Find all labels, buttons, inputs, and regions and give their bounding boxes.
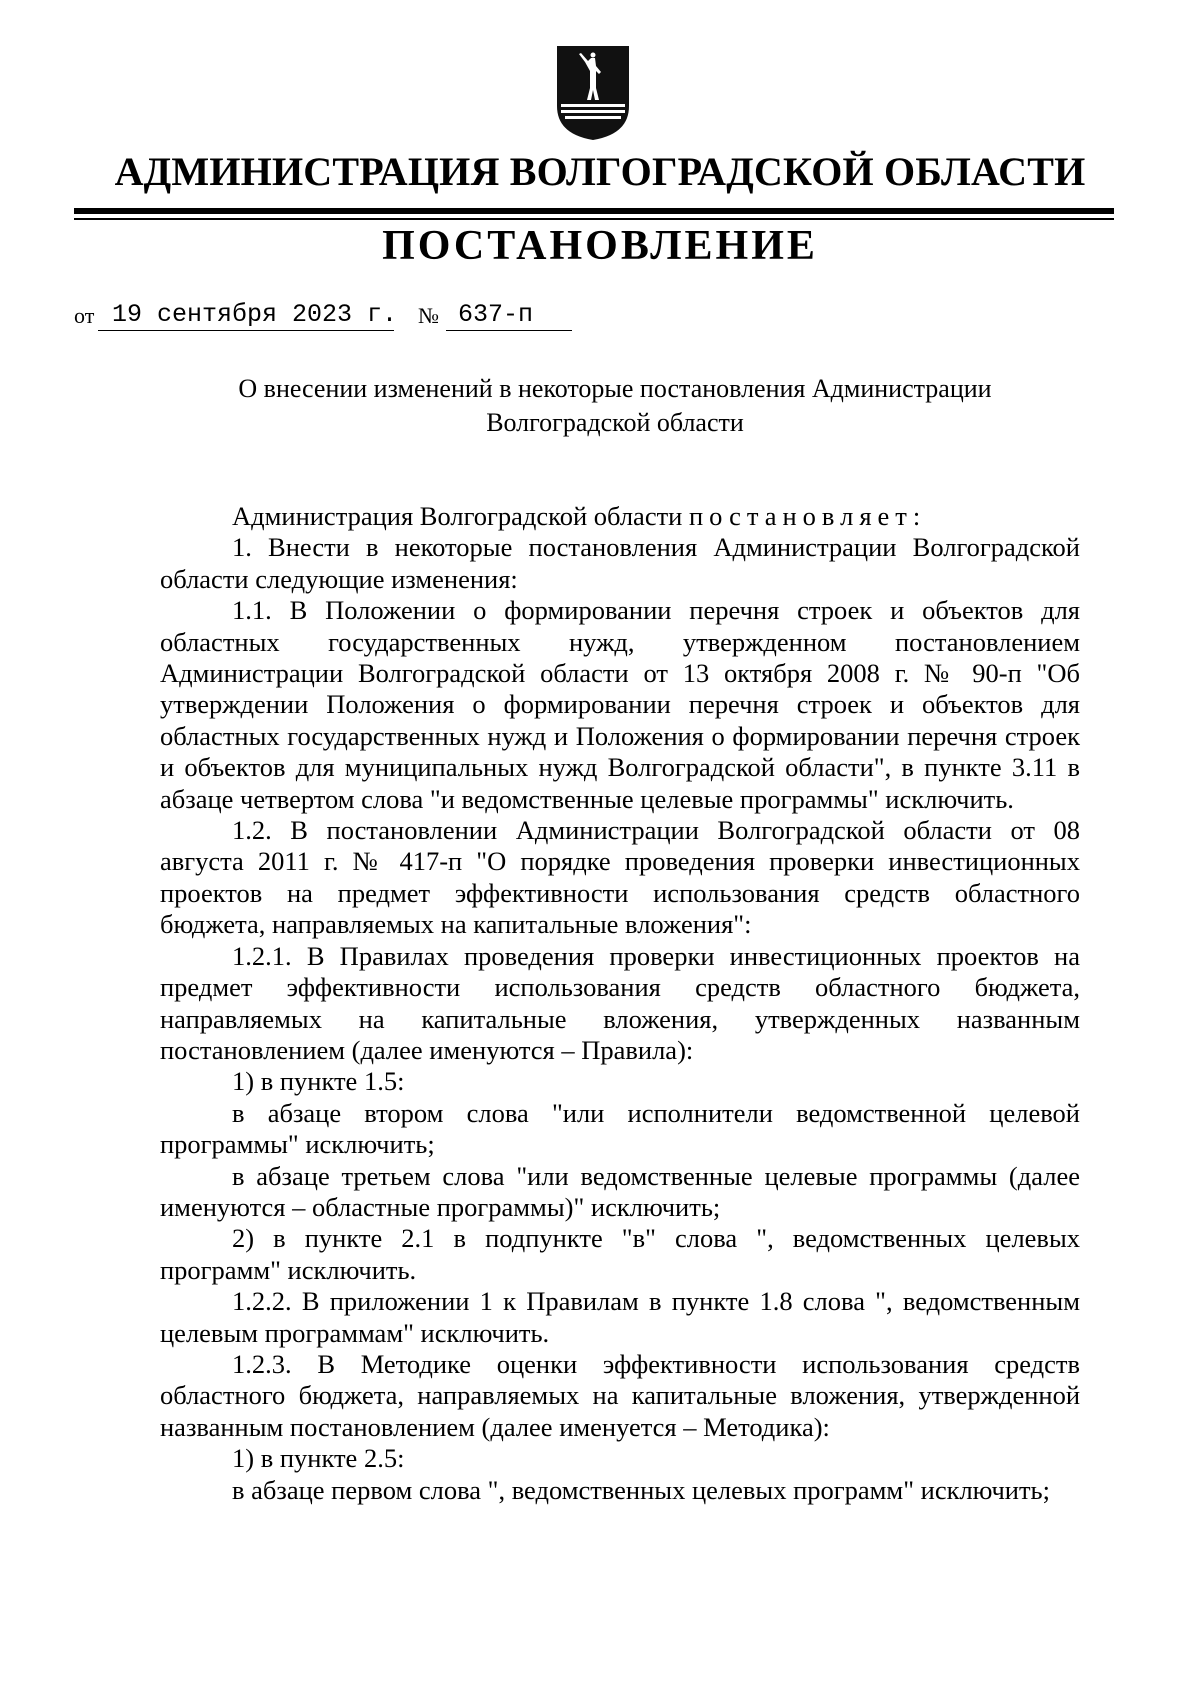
body-paragraph: 1) в пункте 2.5:: [232, 1443, 405, 1474]
document-type-title: ПОСТАНОВЛЕНИЕ: [382, 223, 818, 269]
body-paragraph: 1. Внести в некоторые постановления Администрации Волгоградской области следующие изменения:: [160, 532, 1080, 594]
body-paragraph: 2) в пункте 2.1 в подпункте "в" слова ", ведомственных целевых программ" исключить.: [160, 1223, 1080, 1285]
coat-of-arms-icon: [555, 44, 631, 142]
header-divider-thin: [74, 218, 1114, 220]
document-subject: [150, 372, 1080, 440]
document-number: 637-п: [458, 300, 534, 329]
preamble-lead: Администрация Волгоградской области: [232, 501, 683, 531]
body-paragraph: 1.2.2. В приложении 1 к Правилам в пункте 1.8 слова ", ведомственным целевым программам" исключить.: [160, 1286, 1080, 1348]
body-paragraph: в абзаце втором слова "или исполнители ведомственной целевой программы" исключить;: [160, 1097, 1080, 1160]
body-paragraph: в абзаце третьем слова "или ведомственные целевые программы (далее именуются – областные программы)" исключить;: [160, 1160, 1080, 1222]
document-body: [160, 501, 1080, 1506]
subject-line-1: О внесении изменений в некоторые постановления Администрации: [238, 374, 992, 403]
number-label: №: [418, 303, 439, 328]
body-paragraph: 1.1. В Положении о формировании перечня строек и объектов для областных государственных нужд, утвержденном постановлением Администрации Волгоградской области от 13 октября 2008 г. № 90-п "Об утверждении Положения о формировании перечня строек и объектов для областных государственных нужд и Положения о формировании перечня строек и объектов для муниципальных нужд Волгоградской области", в пункте 3.11 в абзаце четвертом слова "и ведомственные целевые программы" исключить.: [160, 595, 1080, 814]
number-underline: [446, 330, 572, 331]
body-paragraph: 1) в пункте 1.5:: [232, 1066, 405, 1097]
date-underline: [98, 330, 394, 331]
preamble: [160, 501, 1080, 532]
date-prefix-label: от: [74, 303, 95, 328]
header-divider-thick: [74, 208, 1114, 214]
body-paragraph: 1.2.1. В Правилах проведения проверки инвестиционных проектов на предмет эффективности использования средств областного бюджета, направляемых на капитальные вложения, утвержденных названным постановлением (далее именуются – Правила):: [160, 940, 1080, 1065]
subject-line-2: Волгоградской области: [486, 408, 744, 437]
body-paragraph: в абзаце первом слова ", ведомственных целевых программ" исключить;: [232, 1474, 1051, 1505]
organization-title: АДМИНИСТРАЦИЯ ВОЛГОГРАДСКОЙ ОБЛАСТИ: [114, 149, 1086, 194]
body-paragraph: 1.2.3. В Методике оценки эффективности использования средств областного бюджета, направляемых на капитальные вложения, утвержденной названным постановлением (далее именуется – Методика):: [160, 1348, 1080, 1442]
preamble-verb: постановляет:: [688, 501, 927, 531]
document-date: 19 сентября 2023 г.: [112, 300, 398, 329]
body-paragraph: 1.2. В постановлении Администрации Волгоградской области от 08 августа 2011 г. № 417-п "О порядке проведения проверки инвестиционных проектов на предмет эффективности использования средств областного бюджета, направляемых на капитальные вложения":: [160, 815, 1080, 940]
dateline: [74, 295, 594, 335]
